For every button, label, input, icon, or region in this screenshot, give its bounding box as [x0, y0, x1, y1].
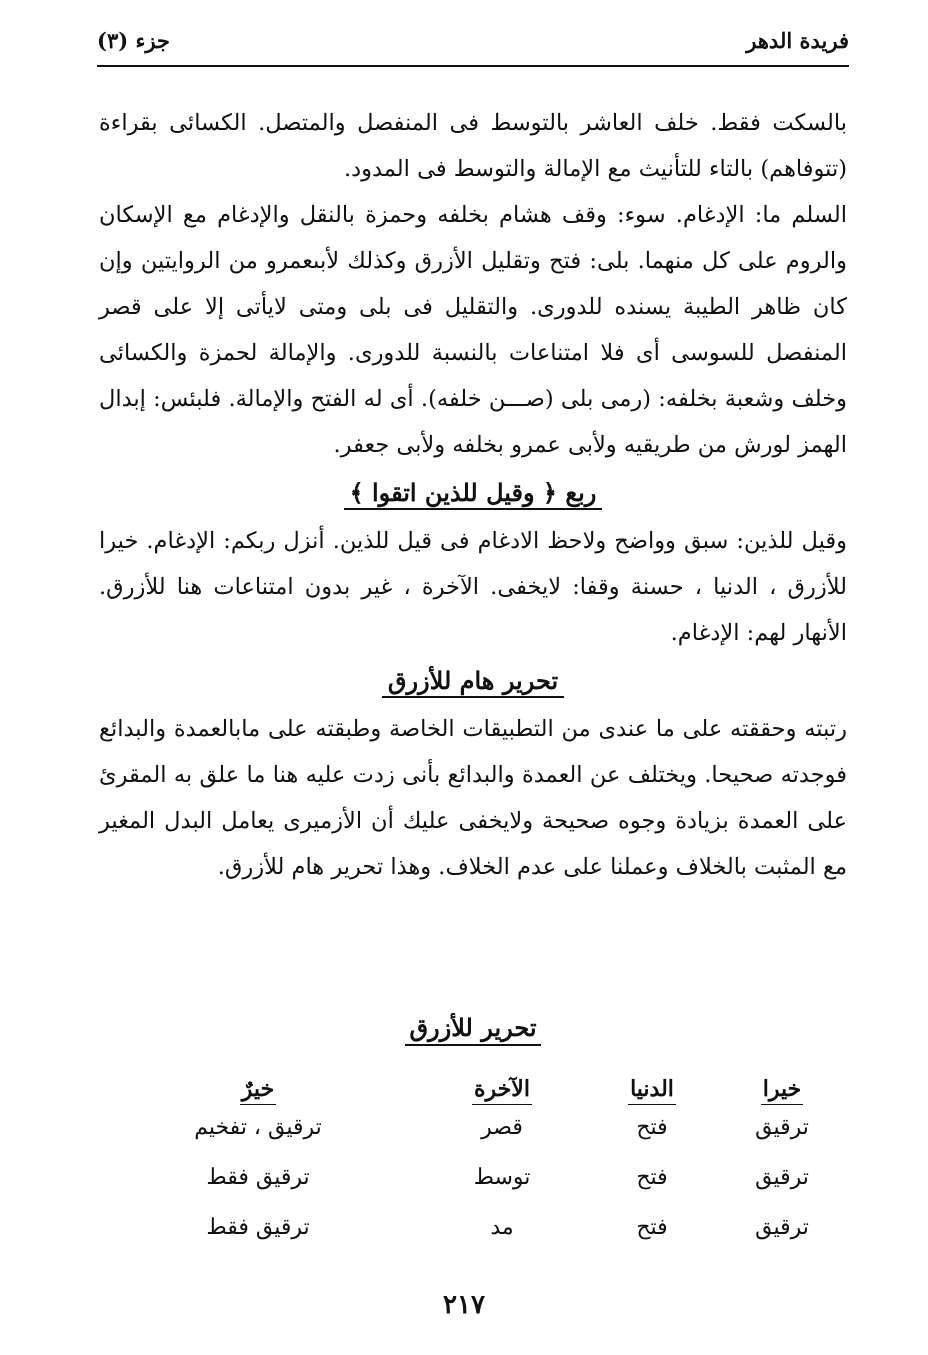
table-cell: ترقيق ، تفخيم — [194, 1114, 322, 1140]
table-header-row — [99, 1058, 847, 1102]
table-cell: ترقيق — [755, 1114, 809, 1140]
section-heading-tahrir-text: تحرير هام للأزرق — [382, 666, 564, 698]
table-header-cell — [99, 1058, 417, 1102]
table-cell: ترقيق — [755, 1164, 809, 1190]
book-title: فريدة الدهر — [746, 28, 849, 53]
paragraph-2: السلم ما: الإدغام. سوء: وقف هشام بخلفه وحمزة بالنقل والإدغام مع الإسكان والروم على كل منهما. بلى: فتح وتقليل الأزرق وكذلك لأبىعمرو من الروايتين وإن كان ظاهر الطيبة يسنده للدورى. والتقليل فى بلى ومتى لايأتى إلا على قصر المنفصل للسوسى أى فلا امتناعات بالنسبة للدورى. والإمالة لحمزة والكسائى وخلف وشعبة بخلفه: (رمى بلى (صـــن خلفه). أى له الفتح والإمالة. فلبئس: إبدال الهمز لورش من طريقيه ولأبى عمرو بخلفه ولأبى جعفر. — [99, 202, 847, 458]
table-cell: قصر — [481, 1114, 523, 1140]
table-cell: فتح — [636, 1214, 668, 1240]
tahrir-table — [99, 1058, 847, 1252]
page-number: ٢١٧ — [443, 1290, 485, 1320]
paragraph-4: رتبته وحققته على ما عندى من التطبيقات الخاصة وطبقته على مابالعمدة والبدائع فوجدته صحيحا. ويختلف عن العمدة والبدائع بأنى زدت عليه هنا ما علق به المقرئ على العمدة بزيادة وجوه صحيحة ولايخفى عليك أن الأزميرى يعامل البدل المغير مع المثبت بالخلاف وعملنا على عدم الخلاف. وهذا تحرير هام للأزرق. — [99, 716, 847, 880]
table-row — [99, 1102, 847, 1152]
part-label: جزء (٣) — [97, 28, 170, 53]
table-cell: ترقيق فقط — [206, 1164, 310, 1190]
table-cell: فتح — [636, 1164, 668, 1190]
paragraph-3: وقيل للذين: سبق وواضح ولاحظ الادغام فى قيل للذين. أنزل ربكم: الإدغام. خيرا للأزرق ، الدنيا ، حسنة وقفا: لايخفى. الآخرة ، غير بدون امتناعات هنا للأزرق. الأنهار لهم: الإدغام. — [99, 528, 847, 646]
table-title-text: تحرير للأزرق — [405, 1013, 540, 1046]
paragraph-1: بالسكت فقط. خلف العاشر بالتوسط فى المنفصل والمتصل. الكسائى بقراءة (تتوفاهم) بالتاء للتأنيث مع الإمالة والتوسط فى المدود. — [99, 110, 847, 182]
table-header-cell — [717, 1058, 847, 1102]
table-header-text: خيرٌ — [240, 1076, 276, 1105]
page-body — [99, 100, 847, 890]
table-cell: توسط — [473, 1164, 531, 1190]
table-cell: ترقيق — [755, 1214, 809, 1240]
table-title — [99, 1008, 847, 1048]
section-heading-tahrir — [99, 658, 847, 704]
tahrir-table-block — [99, 1008, 847, 1252]
table-row — [99, 1152, 847, 1202]
running-header — [97, 22, 849, 66]
table-cell: ترقيق فقط — [206, 1214, 310, 1240]
section-heading-rub-text: ربع ﴿ وقيل للذين اتقوا ﴾ — [344, 478, 603, 510]
table-header-text: الآخرة — [472, 1076, 532, 1105]
section-heading-rub — [99, 470, 847, 516]
table-header-text: الدنيا — [628, 1076, 676, 1105]
table-header-text: خيرا — [761, 1076, 804, 1105]
header-rule — [97, 65, 849, 67]
table-cell: مد — [490, 1214, 514, 1240]
table-header-cell — [587, 1058, 717, 1102]
table-cell: فتح — [636, 1114, 668, 1140]
table-row — [99, 1202, 847, 1252]
table-header-cell — [417, 1058, 587, 1102]
